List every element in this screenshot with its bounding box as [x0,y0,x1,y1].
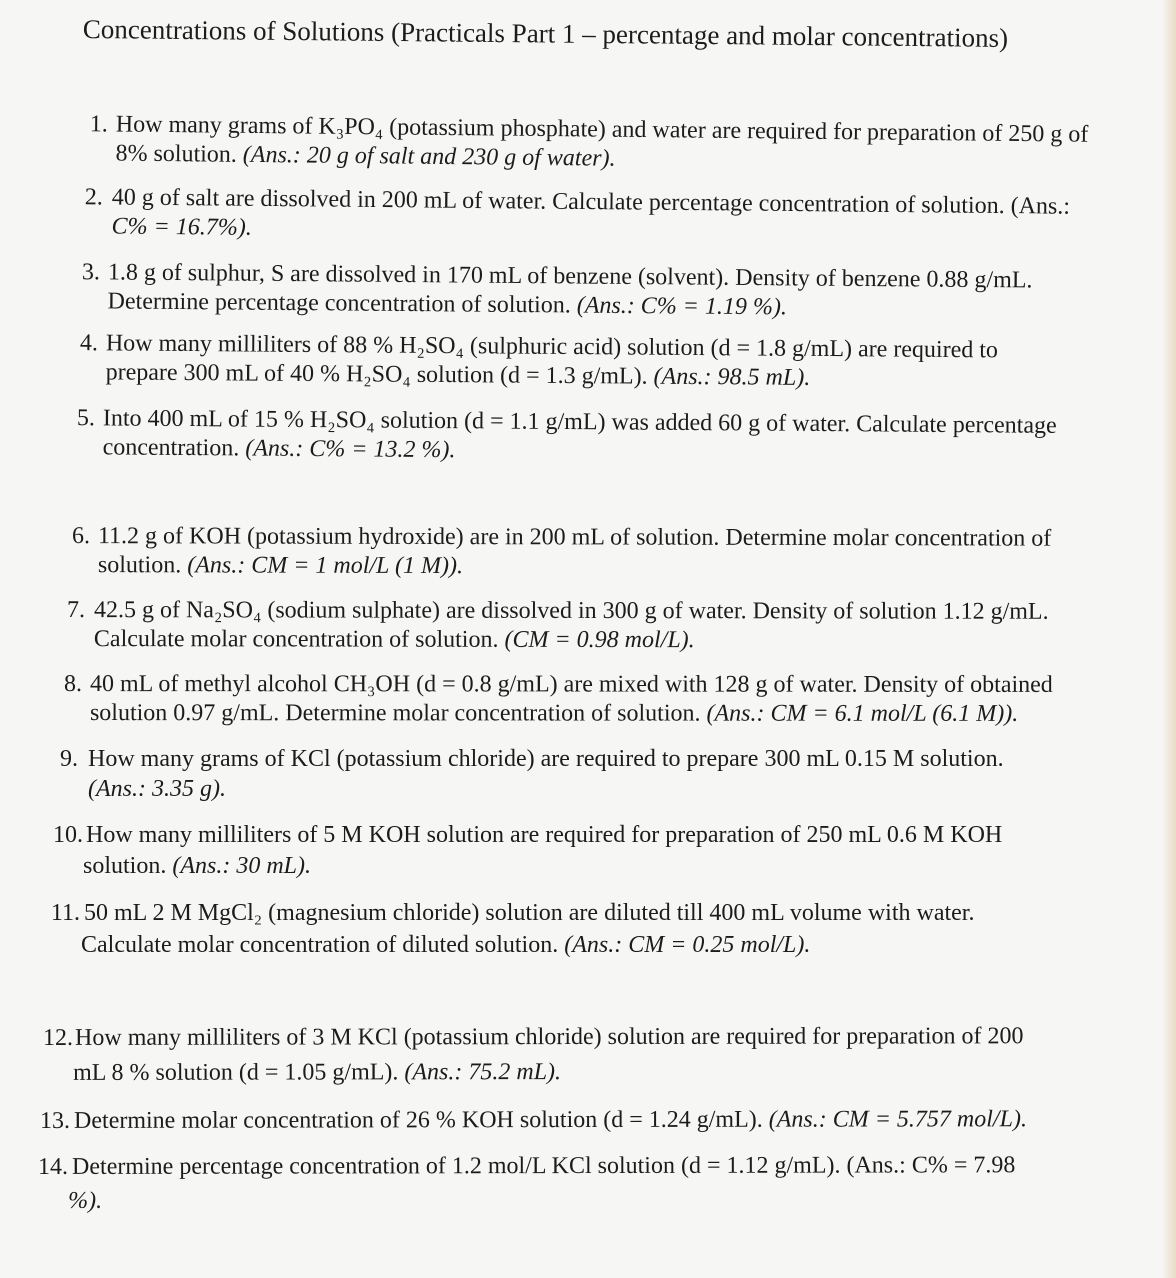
question-text: 11.2 g of KOH (potassium hydroxide) are in 200 mL of solution. Determine molar concentration of [97,523,1052,552]
question-number: 9. [60,746,78,772]
question-text: Determine percentage concentration of 1.2 mol/L KCl solution (d = 1.12 g/mL). (Ans.: C% = 7.98 [72,1152,1016,1180]
question-answer: (Ans.: 20 g of salt and 230 g of water). [242,141,616,172]
page-title: Concentrations of Solutions (Practicals Part 1 – percentage and molar concentrations) [82,14,1009,53]
question-text: 50 mL 2 M MgCl₂ (magnesium chloride) solution are diluted till 400 mL volume with water. [84,900,975,926]
question-text: 40 g of salt are dissolved in 200 mL of water. Calculate percentage concentration of solution. (Ans.: [111,184,1071,220]
question-answer: (Ans.: CM = 1 mol/L (1 M)). [187,552,463,580]
question-text: Determine molar concentration of 26 % KOH solution (d = 1.24 g/mL). [74,1106,763,1134]
question-number: 10. [53,822,83,848]
question-answer: C% = 16.7%). [111,213,252,241]
question-number: 3. [81,259,100,286]
question-answer: (Ans.: C% = 13.2 %). [245,435,456,464]
question-text-cont: 8% solution. [115,140,238,168]
question-number: 1. [89,111,108,138]
question-text-cont: solution 0.97 g/mL. Determine molar concentration of solution. [89,700,701,727]
question-number: 2. [84,184,103,211]
question-text: How many grams of K₃PO₄ (potassium phosphate) and water are required for preparation of 250 g of [115,111,1089,148]
question-text: How many grams of KCl (potassium chloride) are required to prepare 300 mL 0.15 M solution. [88,746,1004,772]
question-text-cont: prepare 300 mL of 40 % H₂SO₄ solution (d = 1.3 g/mL). [105,359,648,390]
question-text: 42.5 g of Na₂SO₄ (sodium sulphate) are dissolved in 300 g of water. Density of solution 1.12 g/mL. [93,597,1049,625]
question-answer: (Ans.: CM = 0.25 mol/L). [564,932,811,958]
question-text-cont: Calculate molar concentration of solution. [93,626,499,653]
question-text-cont: Calculate molar concentration of diluted solution. [81,932,559,958]
question-number: 4. [79,330,98,357]
question-answer: (Ans.: CM = 6.1 mol/L (6.1 M)). [706,700,1019,727]
question-answer: %). [68,1187,103,1214]
question-text-cont: mL 8 % solution (d = 1.05 g/mL). [73,1059,399,1086]
question-number: 13. [40,1107,71,1134]
question-text: How many milliliters of 5 M KOH solution are required for preparation of 250 mL 0.6 M KOH [86,822,1003,848]
question-text-cont: Determine percentage concentration of solution. [107,288,571,319]
question-text-cont: concentration. [102,434,240,462]
question-answer: (Ans.: CM = 5.757 mol/L). [768,1106,1027,1133]
question-number: 5. [76,405,95,432]
question-number: 7. [66,597,85,624]
question-text-cont: solution. [97,552,182,579]
question-number: 12. [43,1024,74,1051]
question-number: 8. [63,671,82,698]
question-number: 6. [71,523,90,550]
question-number: 11. [50,900,80,926]
question-number: 14. [38,1153,69,1180]
question-answer: (Ans.: 75.2 mL). [404,1059,562,1086]
page-edge-shadow [1162,0,1176,1278]
question-answer: (Ans.: 3.35 g). [88,776,226,802]
question-answer: (Ans.: 98.5 mL). [653,363,811,391]
question-text: 1.8 g of sulphur, S are dissolved in 170 mL of benzene (solvent). Density of benzene 0.88 g/mL. [107,259,1033,294]
question-text-cont: solution. [83,853,167,879]
question-answer: (Ans.: C% = 1.19 %). [576,292,788,321]
question-text: How many milliliters of 3 M KCl (potassium chloride) solution are required for preparation of 200 [75,1023,1024,1051]
question-text: 40 mL of methyl alcohol CH₃OH (d = 0.8 g/mL) are mixed with 128 g of water. Density of obtained [89,671,1053,698]
question-answer: (Ans.: 30 mL). [172,853,311,879]
question-answer: (CM = 0.98 mol/L). [504,626,695,654]
question-text: How many milliliters of 88 % H₂SO₄ (sulphuric acid) solution (d = 1.8 g/mL) are required to [105,330,999,364]
question-text: Into 400 mL of 15 % H₂SO₄ solution (d = 1.1 g/mL) was added 60 g of water. Calculate percentage [102,405,1057,439]
